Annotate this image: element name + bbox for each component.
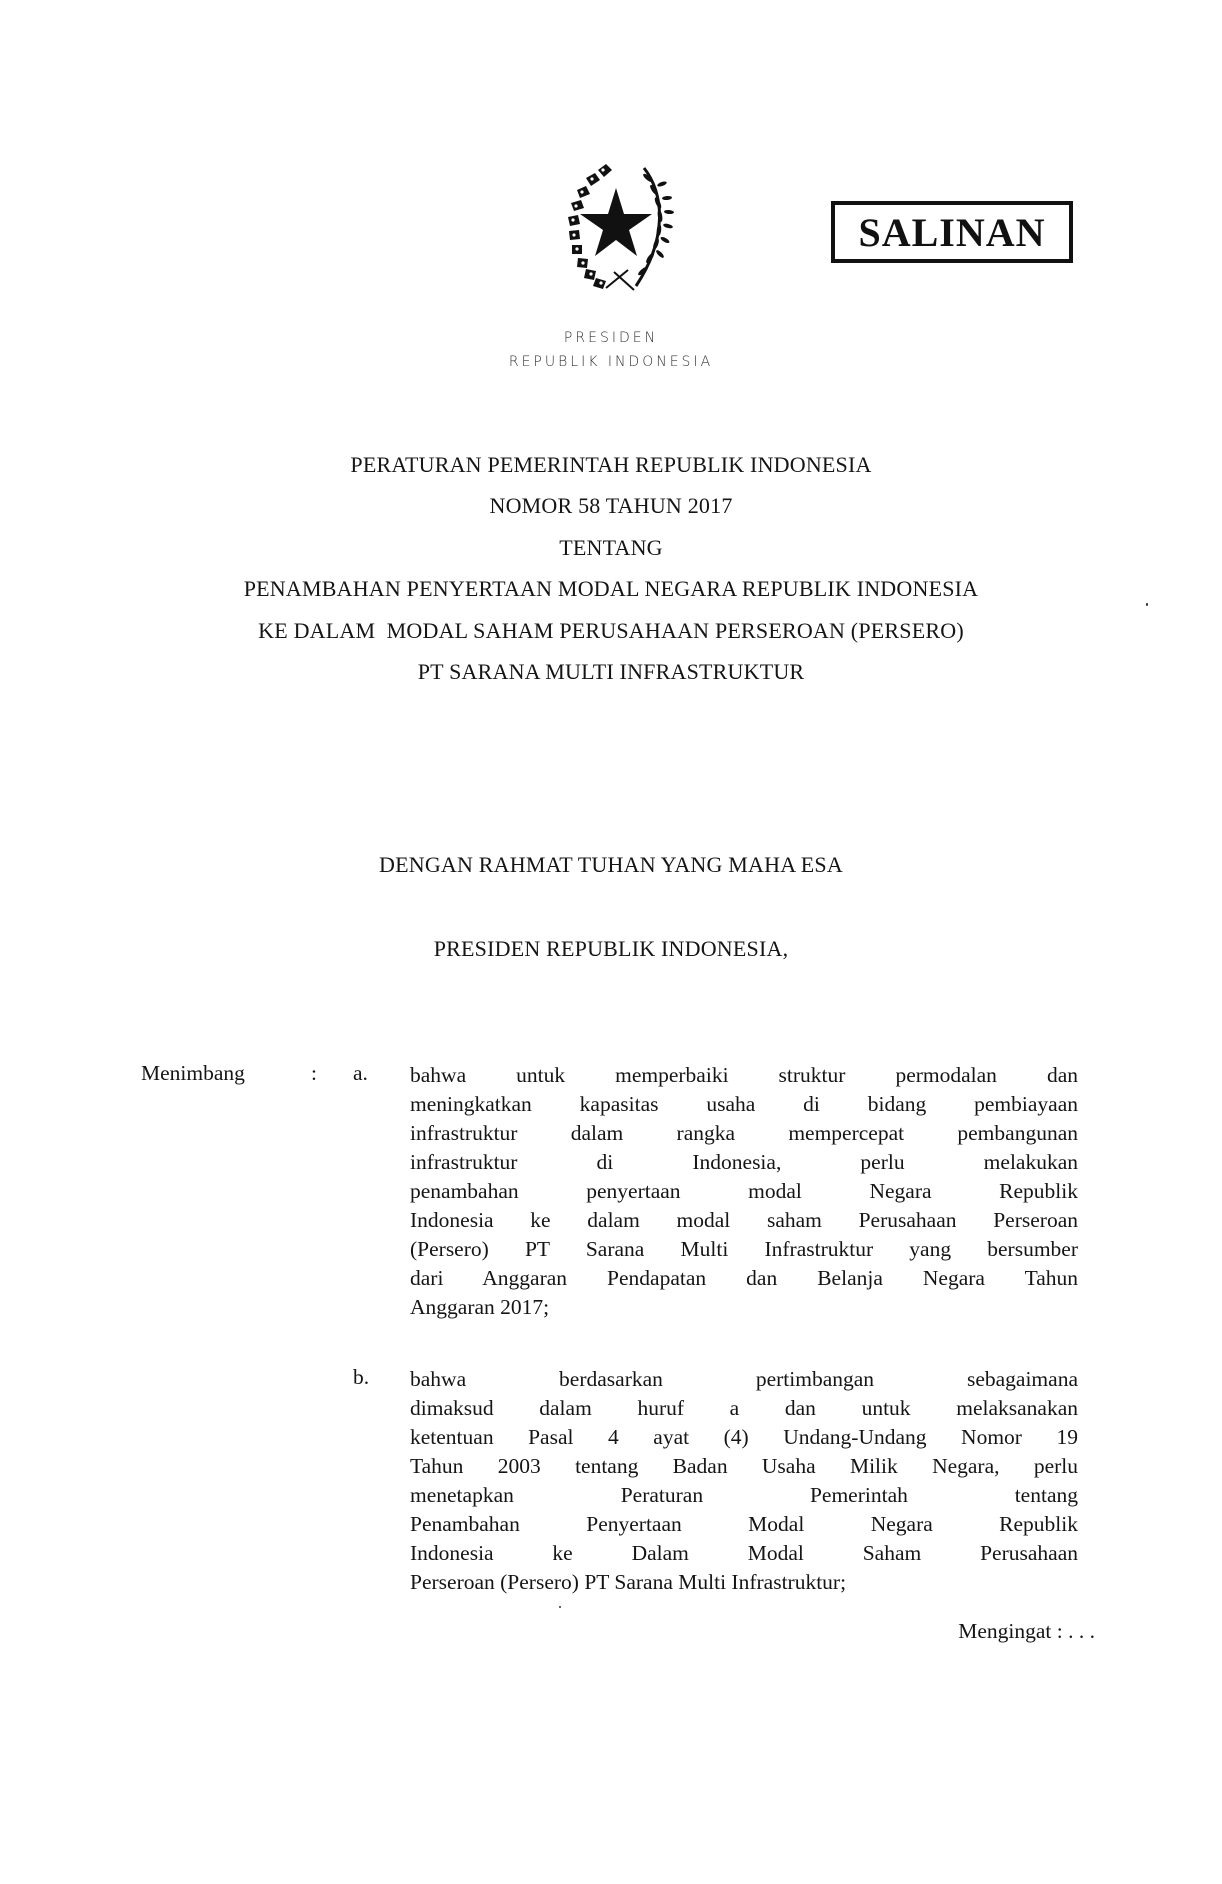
item-a-marker: a. [353,1061,368,1085]
scan-speck [1146,603,1148,606]
item-b-marker: b. [353,1365,370,1389]
text-line: bahwa untuk memperbaiki struktur permodalan dan [410,1063,1078,1087]
regulation-subject-line-3: PT SARANA MULTI INFRASTRUKTUR [417,659,805,684]
regulation-subject-line-2: KE DALAM MODAL SAHAM PERUSAHAAN PERSEROAN (PERSERO) [258,618,964,643]
copy-stamp-label: SALINAN [858,209,1046,255]
seal-caption-republik: REPUBLIK INDONESIA [508,354,714,370]
presidential-seal-icon [536,148,696,298]
issuer: PRESIDEN REPUBLIK INDONESIA, [433,936,789,961]
text-line: dimaksud dalam huruf a dan untuk melaksanakan [410,1396,1078,1420]
text-line: ketentuan Pasal 4 ayat (4) Undang-Undang Nomor 19 [410,1425,1078,1449]
regulation-type: PERATURAN PEMERINTAH REPUBLIK INDONESIA [350,452,872,477]
text-line: Penambahan Penyertaan Modal Negara Republik [410,1512,1078,1536]
text-line: menetapkan Peraturan Pemerintah tentang [410,1483,1078,1507]
continuation-marker: Mengingat : . . . [958,1619,1095,1643]
text-line: infrastruktur dalam rangka mempercepat pembangunan [410,1121,1078,1145]
regulation-subject-line-1: PENAMBAHAN PENYERTAAN MODAL NEGARA REPUBLIK INDONESIA [243,576,979,601]
text-line: infrastruktur di Indonesia, perlu melakukan [410,1150,1078,1174]
text-line: Indonesia ke dalam modal saham Perusahaan Perseroan [410,1208,1078,1232]
text-line: dari Anggaran Pendapatan dan Belanja Negara Tahun [410,1266,1078,1290]
text-line: Tahun 2003 tentang Badan Usaha Milik Negara, perlu [410,1454,1078,1478]
seal-caption-presiden: PRESIDEN [563,330,659,346]
scan-speck [559,1606,561,1608]
copy-stamp [831,201,1073,263]
item-a-text [410,1061,1078,1322]
regulation-number: NOMOR 58 TAHUN 2017 [489,493,733,518]
considerations-label: Menimbang [141,1061,245,1085]
text-line: meningkatkan kapasitas usaha di bidang pembiayaan [410,1092,1078,1116]
text-line: penambahan penyertaan modal Negara Republik [410,1179,1078,1203]
regulation-about: TENTANG [559,535,663,560]
text-line: Perseroan (Persero) PT Sarana Multi Infrastruktur; [410,1570,847,1594]
considerations-separator: : [311,1061,317,1085]
item-b-text [410,1365,1078,1597]
text-line: bahwa berdasarkan pertimbangan sebagaimana [410,1367,1078,1391]
text-line: (Persero) PT Sarana Multi Infrastruktur yang bersumber [410,1237,1078,1261]
text-line: Anggaran 2017; [410,1295,550,1319]
invocation: DENGAN RAHMAT TUHAN YANG MAHA ESA [379,852,843,877]
text-line: Indonesia ke Dalam Modal Saham Perusahaan [410,1541,1078,1565]
